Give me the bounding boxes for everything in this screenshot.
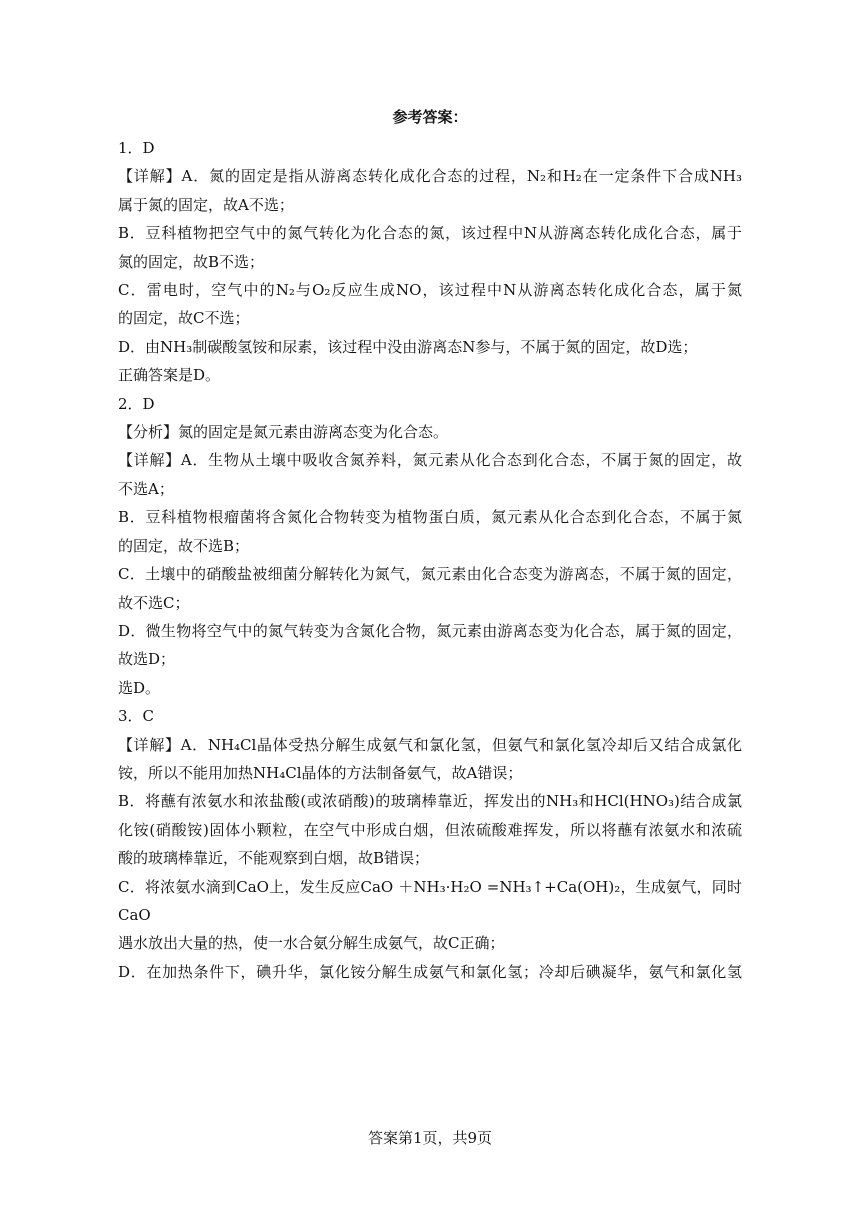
text-line: D．微生物将空气中的氮气转变为含氮化合物，氮元素由游离态变为化合态，属于氮的固定， [118,621,742,640]
text-line: 遇水放出大量的热，使一水合氨分解生成氨气，故C正确； [118,934,505,953]
text-line: 的固定，故C不选； [118,309,250,328]
text-line: B．豆科植物把空气中的氮气转化为化合态的氮，该过程中N从游离态转化成化合态，属于 [118,224,742,243]
text-line: 【详解】A．生物从土壤中吸收含氮养料，氮元素从化合态到化合态，不属于氮的固定，故 [118,451,742,470]
text-line: 【分析】氮的固定是氮元素由游离态变为化合态。 [118,423,449,442]
text-line: D．在加热条件下，碘升华，氯化铵分解生成氨气和氯化氢；冷却后碘凝华，氨气和氯化氢 [118,962,742,981]
text-line: 【详解】A．NH₄Cl晶体受热分解生成氨气和氯化氢，但氨气和氯化氢冷却后又结合成氯化 [118,735,742,754]
text-line: C．土壤中的硝酸盐被细菌分解转化为氮气，氮元素由化合态变为游离态，不属于氮的固定， [118,565,742,584]
text-line: 1．D [118,139,155,157]
text-line: D．由NH₃制碳酸氢铵和尿素，该过程中没由游离态N参与，不属于氮的固定，故D选； [118,337,698,356]
text-line: 不选A； [118,479,174,498]
text-line: 【详解】A．氮的固定是指从游离态转化成化合态的过程，N₂和H₂在一定条件下合成NH₃ [118,167,742,186]
text-line: 氮的固定，故B不选； [118,252,265,271]
text-line: 属于氮的固定，故A不选； [118,195,294,214]
text-line: C．雷电时，空气中的N₂与O₂反应生成NO，该过程中N从游离态转化成化合态，属于氮 [118,281,742,300]
text-line: 故不选C； [118,593,190,612]
text-line: 化铵(硝酸铵)固体小颗粒，在空气中形成白烟，但浓硫酸难挥发，所以将蘸有浓氨水和浓硫 [118,820,742,839]
text-line: 的固定，故不选B； [118,536,250,555]
text-line: 铵，所以不能用加热NH₄Cl晶体的方法制备氨气，故A错误； [118,763,523,782]
page-footer: 答案第1页，共9页 [367,1129,493,1147]
text-line: C．将浓氨水滴到CaO上，发生反应CaO ＋NH₃·H₂O =NH₃↑+Ca(OH)₂，生成氨气，同时CaO [118,877,742,924]
text-line: 酸的玻璃棒靠近，不能观察到白烟，故B错误； [118,849,430,868]
page-title: 参考答案： [392,108,468,126]
text-line: 故选D； [118,650,176,669]
text-line: 选D。 [118,678,161,697]
text-line: 正确答案是D。 [118,366,221,385]
text-line: B．豆科植物根瘤菌将含氮化合物转变为植物蛋白质，氮元素从化合态到化合态，不属于氮 [118,508,742,527]
text-line: 3．C [118,707,155,726]
text-line: 2．D [118,394,155,413]
text-line: B．将蘸有浓氨水和浓盐酸(或浓硝酸)的玻璃棒靠近，挥发出的NH₃和HCl(HNO₃)结合成氯 [118,792,742,811]
answer-body [118,134,742,986]
